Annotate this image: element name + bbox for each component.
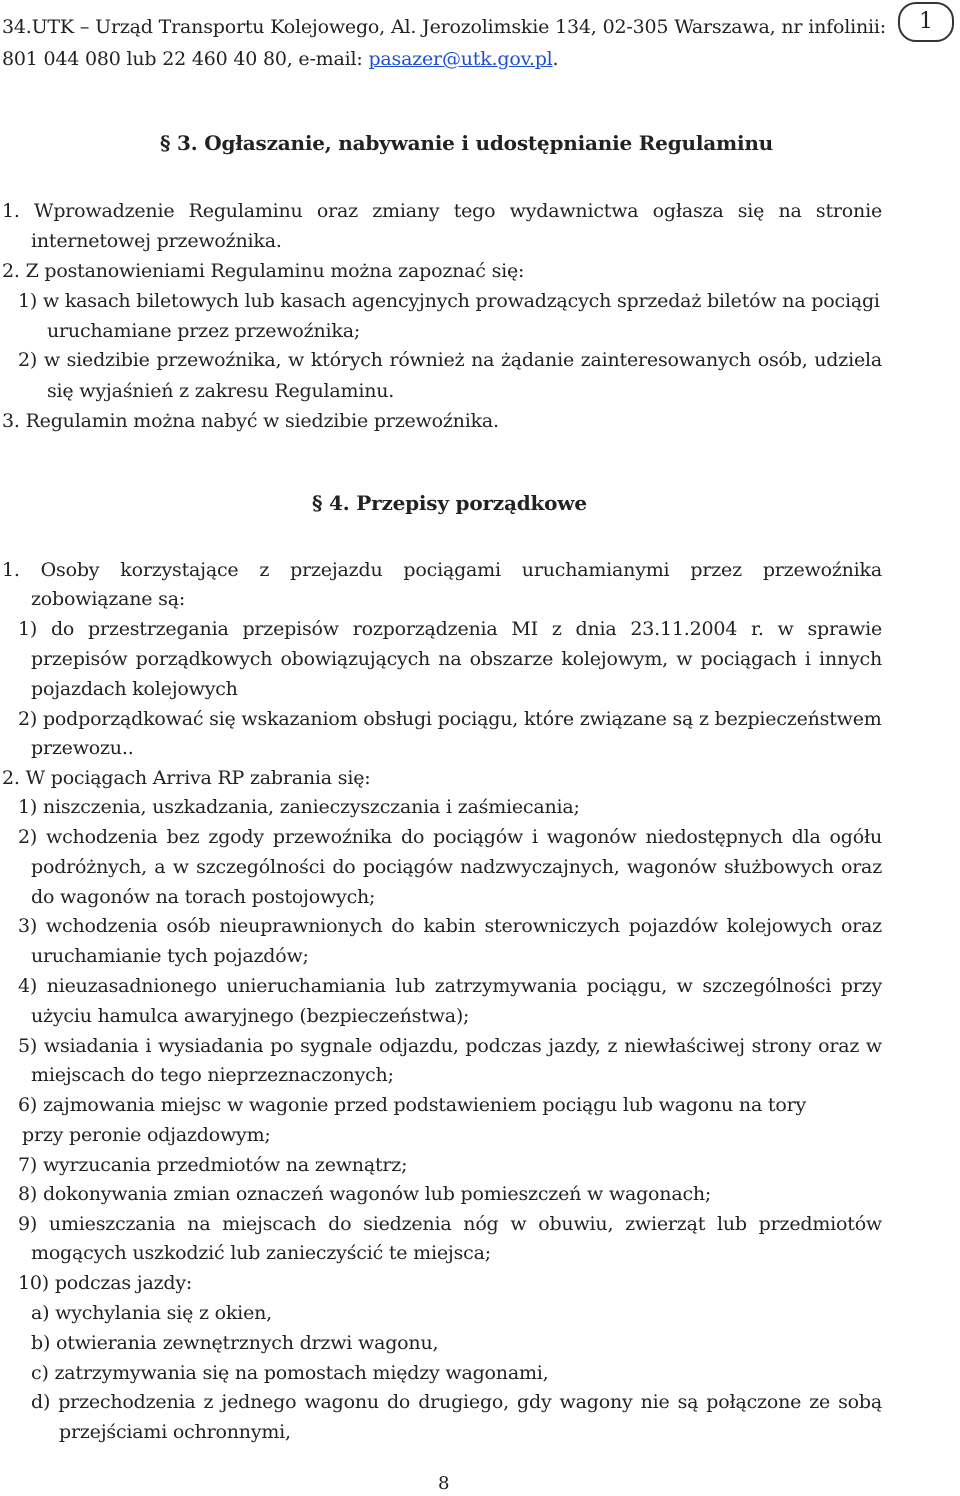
section-4-line: miejscach do tego nieprzeznaczonych; xyxy=(31,1064,394,1086)
section-4-line: 1) niszczenia, uszkadzania, zanieczyszczania i zaśmiecania; xyxy=(18,796,580,818)
header-line-2 xyxy=(2,46,558,72)
section-4-line: 1. Osoby korzystające z przejazdu pociągami uruchamianymi przez przewoźnika xyxy=(2,559,882,581)
section-4-line: 10) podczas jazdy: xyxy=(18,1272,193,1294)
section-3-line: 2. Z postanowieniami Regulaminu można zapoznać się: xyxy=(2,260,525,282)
section-4-line: c) zatrzymywania się na pomostach między wagonami, xyxy=(31,1362,549,1384)
header-line-1: 34.UTK – Urząd Transportu Kolejowego, Al. Jerozolimskie 134, 02-305 Warszawa, nr infolinii: xyxy=(2,16,886,38)
section-4-line: 6) zajmowania miejsc w wagonie przed podstawieniem pociągu lub wagonu na tory xyxy=(18,1094,807,1116)
header-line-2-text: 801 044 080 lub 22 460 40 80, e-mail: xyxy=(2,48,369,70)
section-4-line: 8) dokonywania zmian oznaczeń wagonów lub pomieszczeń w wagonach; xyxy=(18,1183,712,1205)
section-4-line: uruchamianie tych pojazdów; xyxy=(31,945,309,967)
header-number-box: 1 xyxy=(898,2,954,42)
email-link[interactable]: pasazer@utk.gov.pl xyxy=(368,48,553,70)
page-number: 8 xyxy=(438,1473,450,1494)
section-3-heading: § 3. Ogłaszanie, nabywanie i udostępnianie Regulaminu xyxy=(160,131,774,155)
section-4-line: d) przechodzenia z jednego wagonu do drugiego, gdy wagony nie są połączone ze sobą xyxy=(31,1391,882,1413)
section-4-line: do wagonów na torach postojowych; xyxy=(31,886,376,908)
section-4-line: mogących uszkodzić lub zanieczyścić te miejsca; xyxy=(31,1242,491,1264)
section-4-line: 2) wchodzenia bez zgody przewoźnika do pociągów i wagonów niedostępnych dla ogółu xyxy=(18,826,882,848)
section-4-line: 4) nieuzasadnionego unieruchamiania lub zatrzymywania pociągu, w szczególności przy xyxy=(18,975,882,997)
section-4-line: użyciu hamulca awaryjnego (bezpieczeństwa); xyxy=(31,1005,470,1027)
section-4-line: 2. W pociągach Arriva RP zabrania się: xyxy=(2,767,371,789)
header-line-2-end: . xyxy=(552,48,559,70)
section-4-line: 2) podporządkować się wskazaniom obsługi pociągu, które związane są z bezpieczeństwem xyxy=(18,708,882,730)
section-3-line: internetowej przewoźnika. xyxy=(31,230,282,252)
section-3-line: 1) w kasach biletowych lub kasach agencyjnych prowadzących sprzedaż biletów na pociągi xyxy=(18,290,880,312)
section-3-line: 1. Wprowadzenie Regulaminu oraz zmiany tego wydawnictwa ogłasza się na stronie xyxy=(2,200,882,222)
section-4-line: 5) wsiadania i wysiadania po sygnale odjazdu, podczas jazdy, z niewłaściwej strony oraz w xyxy=(18,1035,882,1057)
section-4-line: 7) wyrzucania przedmiotów na zewnątrz; xyxy=(18,1154,408,1176)
section-4-line: pojazdach kolejowych xyxy=(31,678,238,700)
section-3-line: się wyjaśnień z zakresu Regulaminu. xyxy=(47,380,395,402)
section-4-line: 9) umieszczania na miejscach do siedzenia nóg w obuwiu, zwierząt lub przedmiotów xyxy=(18,1213,882,1235)
section-4-line: przy peronie odjazdowym; xyxy=(22,1124,271,1146)
section-3-line: 2) w siedzibie przewoźnika, w których również na żądanie zainteresowanych osób, udziela xyxy=(18,349,882,371)
section-4-line: 1) do przestrzegania przepisów rozporządzenia MI z dnia 23.11.2004 r. w sprawie xyxy=(18,618,882,640)
section-4-heading: § 4. Przepisy porządkowe xyxy=(312,491,587,515)
section-4-line: przewozu.. xyxy=(31,737,134,759)
section-3-line: uruchamiane przez przewoźnika; xyxy=(47,320,361,342)
section-4-line: a) wychylania się z okien, xyxy=(31,1302,272,1324)
section-4-line: przejściami ochronnymi, xyxy=(59,1421,291,1443)
section-4-line: b) otwierania zewnętrznych drzwi wagonu, xyxy=(31,1332,439,1354)
section-4-line: zobowiązane są: xyxy=(31,588,186,610)
section-4-line: przepisów porządkowych obowiązujących na obszarze kolejowym, w pociągach i innych xyxy=(31,648,882,670)
section-4-line: podróżnych, a w szczególności do pociągów nadzwyczajnych, wagonów służbowych oraz xyxy=(31,856,882,878)
section-3-line: 3. Regulamin można nabyć w siedzibie przewoźnika. xyxy=(2,410,499,432)
section-4-line: 3) wchodzenia osób nieuprawnionych do kabin sterowniczych pojazdów kolejowych oraz xyxy=(18,915,882,937)
